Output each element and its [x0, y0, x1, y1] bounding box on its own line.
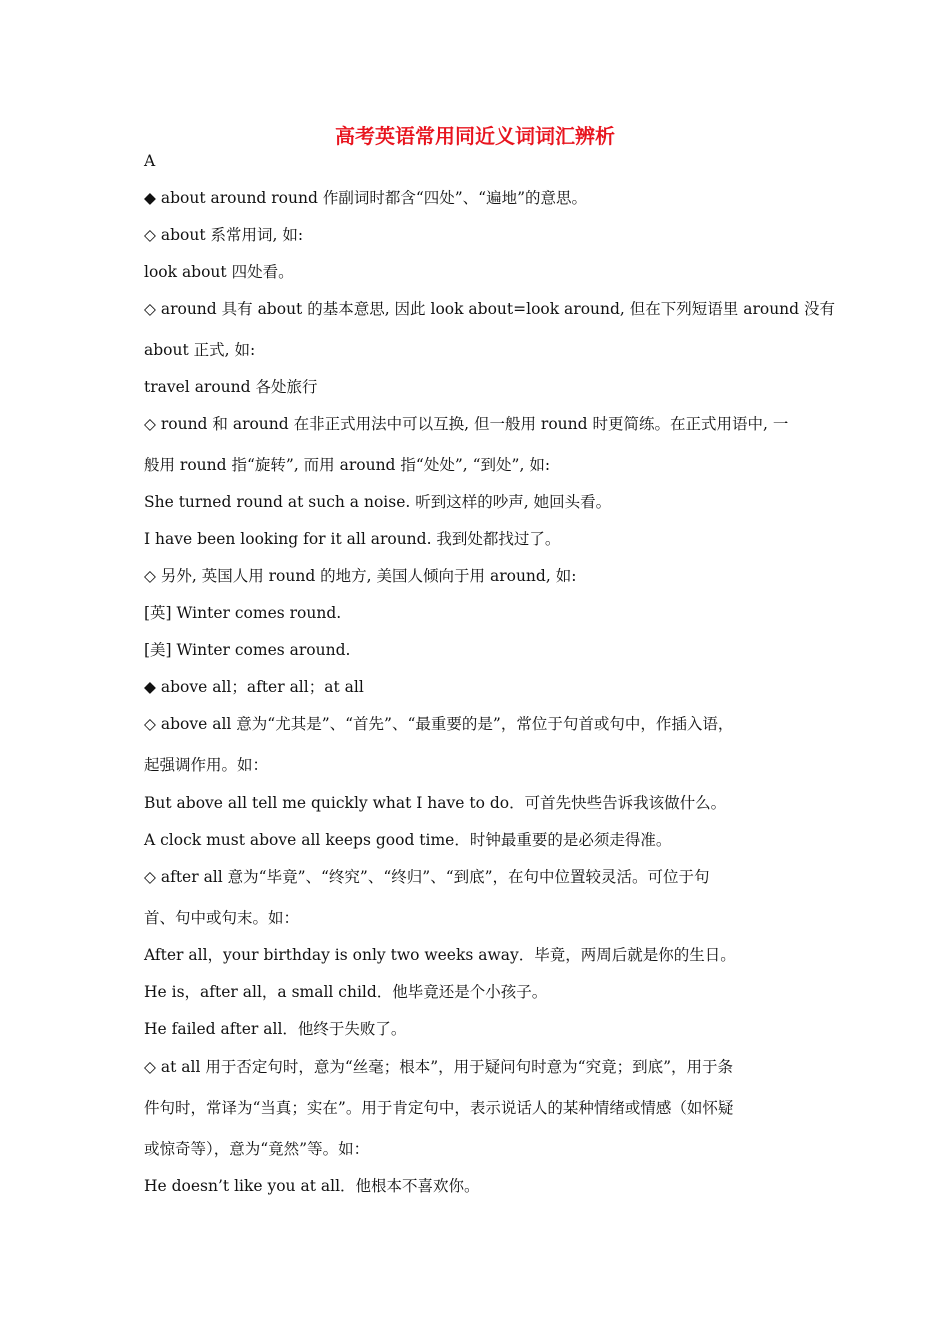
- paragraph-line: ◇ around 具有 about 的基本意思, 因此 look about=look around, 但在下列短语里 around 没有: [144, 300, 836, 318]
- example-line: He is，after all，a small child．他毕竟还是个小孩子。: [144, 983, 548, 1001]
- example-line: He doesn’t like you at all．他根本不喜欢你。: [144, 1177, 480, 1195]
- paragraph-line: ◇ round 和 around 在非正式用法中可以互换, 但一般用 round 时更简练。在正式用语中, 一: [144, 415, 789, 433]
- example-line: But above all tell me quickly what I have to do．可首先快些告诉我该做什么。: [144, 794, 727, 812]
- example-line: She turned round at such a noise. 听到这样的吵声, 她回头看。: [144, 493, 612, 511]
- example-line: [美] Winter comes around.: [144, 641, 351, 659]
- example-line: I have been looking for it all around. 我到处都找过了。: [144, 530, 561, 548]
- paragraph-line: 起强调作用。如：: [144, 756, 269, 774]
- example-line: travel around 各处旅行: [144, 378, 318, 396]
- entry-heading: ◆ above all；after all；at all: [144, 678, 364, 696]
- page-title: 高考英语常用同近义词词汇辨析: [335, 124, 615, 148]
- example-line: look about 四处看。: [144, 263, 294, 281]
- entry-heading: ◆ about around round 作副词时都含“四处”、“遍地”的意思。: [144, 189, 588, 207]
- paragraph-line: 件句时，常译为“当真；实在”。用于肯定句中，表示说话人的某种情绪或情感（如怀疑: [144, 1099, 734, 1117]
- example-line: [英] Winter comes round.: [144, 604, 342, 622]
- paragraph-line: 般用 round 指“旋转”, 而用 around 指“处处”, “到处”, 如:: [144, 456, 551, 474]
- paragraph-line: about 正式, 如:: [144, 341, 256, 359]
- paragraph-line: ◇ at all 用于否定句时，意为“丝毫；根本”，用于疑问句时意为“究竟；到底”，用于条: [144, 1058, 734, 1076]
- paragraph-line: 首、句中或句末。如：: [144, 909, 300, 927]
- paragraph-line: ◇ 另外, 英国人用 round 的地方, 美国人倾向于用 around, 如:: [144, 567, 577, 585]
- paragraph-line: ◇ about 系常用词, 如:: [144, 226, 304, 244]
- example-line: He failed after all．他终于失败了。: [144, 1020, 407, 1038]
- section-letter: A: [144, 152, 156, 170]
- paragraph-line: 或惊奇等），意为“竟然”等。如：: [144, 1140, 370, 1158]
- paragraph-line: ◇ after all 意为“毕竟”、“终究”、“终归”、“到底”，在句中位置较灵活。可位于句: [144, 868, 710, 886]
- example-line: After all，your birthday is only two weeks away．毕竟，两周后就是你的生日。: [144, 946, 736, 964]
- example-line: A clock must above all keeps good time．时钟最重要的是必须走得准。: [144, 831, 672, 849]
- paragraph-line: ◇ above all 意为“尤其是”、“首先”、“最重要的是”，常位于句首或句中，作插入语，: [144, 715, 734, 733]
